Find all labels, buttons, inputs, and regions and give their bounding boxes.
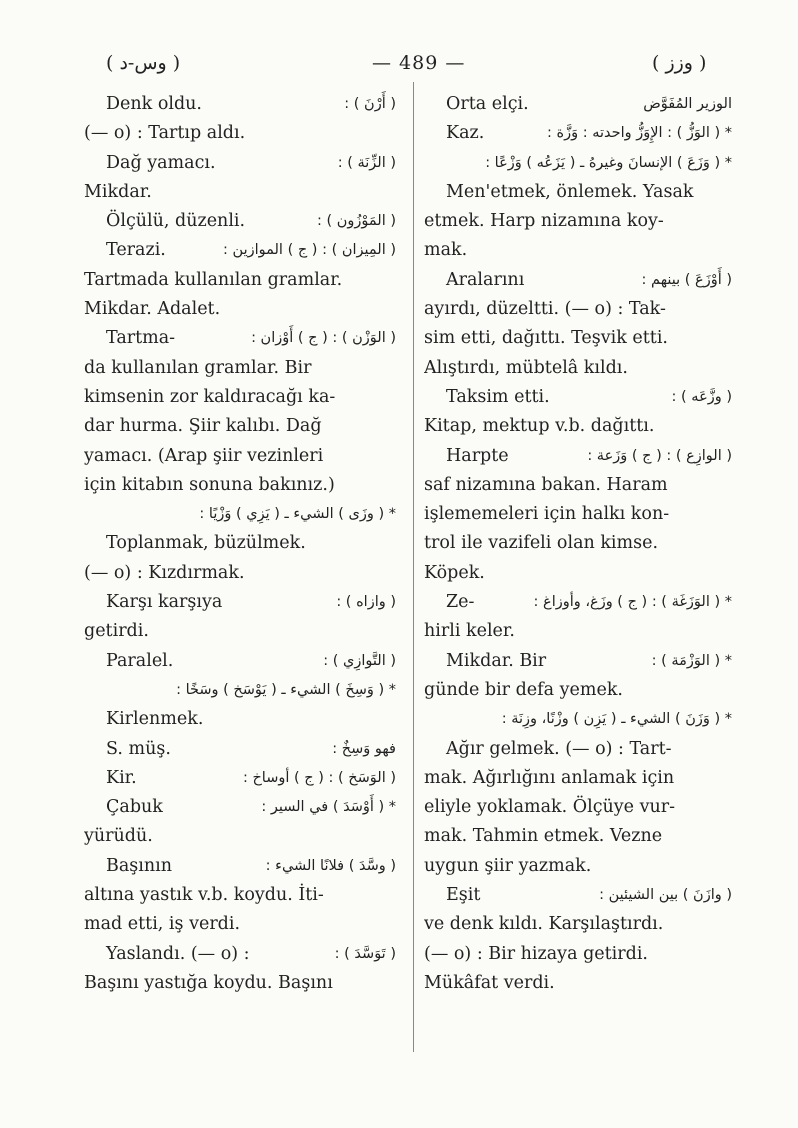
entry-text: getirdi. xyxy=(84,621,149,642)
arabic-headword: * ( الوَزَغَة ) : ( ج ) وزَغ، وأوزاغ : xyxy=(533,594,732,611)
entry-text: yamacı. (Arap şiir vezinleri xyxy=(84,445,324,466)
entry-text: Eşit xyxy=(446,885,481,906)
arabic-headword: ( وازَنَ ) بين الشيئين : xyxy=(599,887,732,904)
entry-line xyxy=(84,412,396,441)
entry-line xyxy=(84,295,396,324)
entry-text: altına yastık v.b. koydu. İti- xyxy=(84,885,324,906)
entry-line xyxy=(424,236,732,265)
entry-line xyxy=(84,324,396,353)
entry-text: S. müş. xyxy=(106,738,171,759)
arabic-headword: * ( أَوْسَدَ ) في السير : xyxy=(261,799,396,816)
entry-text: Men'etmek, önlemek. Yasak xyxy=(446,181,694,202)
arabic-headword: ( الزِّنَة ) : xyxy=(337,154,396,171)
page-number: — 489 — xyxy=(372,52,466,74)
entry-line xyxy=(424,119,732,148)
entry-line xyxy=(424,735,732,764)
entry-text: Kirlenmek. xyxy=(106,709,204,730)
entry-line xyxy=(84,500,396,529)
column-divider xyxy=(413,82,414,1052)
entry-line xyxy=(424,647,732,676)
entry-line xyxy=(424,852,732,881)
entry-text: mak. Tahmin etmek. Vezne xyxy=(424,826,663,847)
arabic-headword: * ( وَزَنَ ) الشيء ـ ( يَزِن ) وزْنًا، وزِنَة : xyxy=(501,711,732,728)
right-column xyxy=(424,90,732,998)
entry-text: Aralarını xyxy=(446,269,525,290)
entry-text: Toplanmak, büzülmek. xyxy=(106,533,306,554)
arabic-headword: ( وزَّعَه ) : xyxy=(671,388,732,405)
entry-text: dar hurma. Şiir kalıbı. Dağ xyxy=(84,416,322,437)
arabic-headword: فهو وَسِخٌ : xyxy=(332,740,396,757)
entry-line xyxy=(84,617,396,646)
arabic-headword: * ( وَسِخَ ) الشيء ـ ( يَوْسَخ ) وسَخًا : xyxy=(176,681,396,698)
entry-text: için kitabın sonuna bakınız.) xyxy=(84,474,335,495)
entry-text: Ölçülü, düzenli. xyxy=(106,211,246,232)
entry-text: (— o) : Kızdırmak. xyxy=(84,562,245,583)
arabic-headword: ( الوَسَخ ) : ( ج ) أوساخ : xyxy=(242,769,396,786)
entry-line xyxy=(424,764,732,793)
entry-line xyxy=(84,764,396,793)
left-column xyxy=(84,90,396,998)
entry-text: saf nizamına bakan. Haram xyxy=(424,474,668,495)
entry-text: Denk oldu. xyxy=(106,94,202,114)
entry-line xyxy=(84,705,396,734)
entry-text: (— o) : Bir hizaya getirdi. xyxy=(424,943,648,964)
entry-line xyxy=(424,676,732,705)
entry-text: Kitap, mektup v.b. dağıttı. xyxy=(424,416,655,437)
entry-line xyxy=(424,940,732,969)
entry-text: Dağ yamacı. xyxy=(106,152,216,173)
entry-text: Paralel. xyxy=(106,650,174,671)
arabic-headword: * ( وَزَعَ ) الإنسانَ وغيرهُ ـ ( يَزَعُه ) وَزْعًا : xyxy=(485,154,732,171)
entry-text: Kaz. xyxy=(446,123,485,144)
entry-line xyxy=(84,822,396,851)
arabic-headword: ( أَوْزَعَ ) بينهم : xyxy=(641,271,732,288)
entry-text: da kullanılan gramlar. Bir xyxy=(84,357,312,378)
entry-text: Tartma- xyxy=(106,328,176,349)
entry-line xyxy=(424,295,732,324)
entry-line xyxy=(84,266,396,295)
entry-line xyxy=(424,588,732,617)
entry-text: mak. xyxy=(424,240,468,261)
entry-text: ve denk kıldı. Karşılaştırdı. xyxy=(424,914,664,935)
entry-line xyxy=(424,500,732,529)
entry-line xyxy=(84,119,396,148)
entry-line xyxy=(424,471,732,500)
entry-text: mad etti, iş verdi. xyxy=(84,914,241,935)
arabic-headword: * ( وزَى ) الشيء ـ ( يَزِي ) وَزْيًا : xyxy=(199,506,396,523)
entry-line xyxy=(84,529,396,558)
entry-text: sim etti, dağıttı. Teşvik etti. xyxy=(424,328,668,349)
arabic-headword: ( وسَّدَ ) فلانًا الشيء : xyxy=(265,857,396,874)
entry-line xyxy=(84,910,396,939)
entry-text: Ağır gelmek. (— o) : Tart- xyxy=(446,738,672,759)
entry-text: yürüdü. xyxy=(84,826,153,847)
entry-text: trol ile vazifeli olan kimse. xyxy=(424,533,659,554)
entry-line xyxy=(424,178,732,207)
entry-text: Mikdar. Bir xyxy=(446,650,547,671)
entry-text: (— o) : Tartıp aldı. xyxy=(84,123,246,144)
entry-text: Mikdar. xyxy=(84,181,152,202)
entry-line xyxy=(424,90,732,119)
arabic-headword: ( المَوْزُون ) : xyxy=(317,213,396,230)
entry-line xyxy=(84,735,396,764)
entry-line xyxy=(424,149,732,178)
entry-line xyxy=(84,793,396,822)
entry-line xyxy=(84,383,396,412)
entry-line xyxy=(84,881,396,910)
entry-text: Terazi. xyxy=(106,240,166,261)
arabic-headword: ( التَّوازِي ) : xyxy=(323,652,396,669)
entry-line xyxy=(84,852,396,881)
entry-text: Taksim etti. xyxy=(446,386,550,407)
entry-text: Köpek. xyxy=(424,562,485,583)
entry-text: Harpte xyxy=(446,445,509,466)
arabic-headword: ( الوَزْن ) : ( ج ) أَوْزان : xyxy=(251,330,396,347)
entry-text: Orta elçi. xyxy=(446,94,529,114)
entry-line xyxy=(84,354,396,383)
entry-line xyxy=(424,969,732,998)
entry-text: Tartmada kullanılan gramlar. xyxy=(84,269,343,290)
entry-line xyxy=(84,969,396,998)
header-left-keyword: ( وس-د ) xyxy=(106,52,181,74)
entry-line xyxy=(424,559,732,588)
entry-line xyxy=(424,442,732,471)
entry-text: Alıştırdı, mübtelâ kıldı. xyxy=(424,357,628,378)
arabic-headword: ( المِيزان ) : ( ج ) الموازين : xyxy=(223,242,396,259)
entry-line xyxy=(424,793,732,822)
entry-text: Karşı karşıya xyxy=(106,592,223,613)
entry-text: Mikdar. Adalet. xyxy=(84,299,221,320)
entry-text: mak. Ağırlığını anlamak için xyxy=(424,767,675,788)
entry-text: işlememeleri için halkı kon- xyxy=(424,504,670,525)
entry-line xyxy=(424,822,732,851)
entry-text: Başının xyxy=(106,855,173,876)
entry-line xyxy=(84,471,396,500)
entry-line xyxy=(84,149,396,178)
entry-line xyxy=(424,910,732,939)
arabic-headword: ( الوازِع ) : ( ج ) وَزَعة : xyxy=(587,447,732,464)
entry-line xyxy=(84,178,396,207)
entry-text: ayırdı, düzeltti. (— o) : Tak- xyxy=(424,299,666,320)
entry-text: günde bir defa yemek. xyxy=(424,679,623,700)
entry-line xyxy=(424,412,732,441)
entry-line xyxy=(84,676,396,705)
entry-line xyxy=(424,529,732,558)
entry-text: Kir. xyxy=(106,767,137,788)
entry-line xyxy=(424,266,732,295)
entry-line xyxy=(424,705,732,734)
entry-text: Yaslandı. (— o) : xyxy=(106,943,250,964)
entry-line xyxy=(424,354,732,383)
entry-line xyxy=(84,940,396,969)
arabic-headword: * ( الوَزْمَة ) : xyxy=(651,652,732,669)
entry-text: Ze- xyxy=(446,592,475,613)
arabic-headword: ( تَوَسَّدَ ) : xyxy=(334,945,396,962)
entry-line xyxy=(84,236,396,265)
arabic-headword: الوزير المُفَوَّض xyxy=(643,96,732,112)
entry-line xyxy=(424,383,732,412)
entry-text: kimsenin zor kaldıracağı ka- xyxy=(84,386,336,407)
entry-line xyxy=(84,559,396,588)
arabic-headword: * ( الوَزُّ ) : الإِوَزُّ واحدته : وَزَّة : xyxy=(547,125,732,142)
entry-line xyxy=(84,207,396,236)
entry-line xyxy=(424,617,732,646)
header-right-keyword: ( وزز ) xyxy=(652,52,707,74)
entry-line xyxy=(84,588,396,617)
entry-line xyxy=(84,90,396,119)
arabic-headword: ( أَرْنَ ) : xyxy=(344,96,396,112)
entry-text: Mükâfat verdi. xyxy=(424,972,555,993)
entry-line xyxy=(84,442,396,471)
entry-line xyxy=(84,647,396,676)
arabic-headword: ( وازاه ) : xyxy=(336,594,396,611)
entry-text: Çabuk xyxy=(106,797,163,818)
entry-text: hirli keler. xyxy=(424,621,515,642)
entry-line xyxy=(424,324,732,353)
entry-text: etmek. Harp nizamına koy- xyxy=(424,211,664,232)
entry-text: Başını yastığa koydu. Başını xyxy=(84,972,333,993)
entry-line xyxy=(424,207,732,236)
entry-text: uygun şiir yazmak. xyxy=(424,855,592,876)
entry-line xyxy=(424,881,732,910)
entry-text: eliyle yoklamak. Ölçüye vur- xyxy=(424,797,676,818)
